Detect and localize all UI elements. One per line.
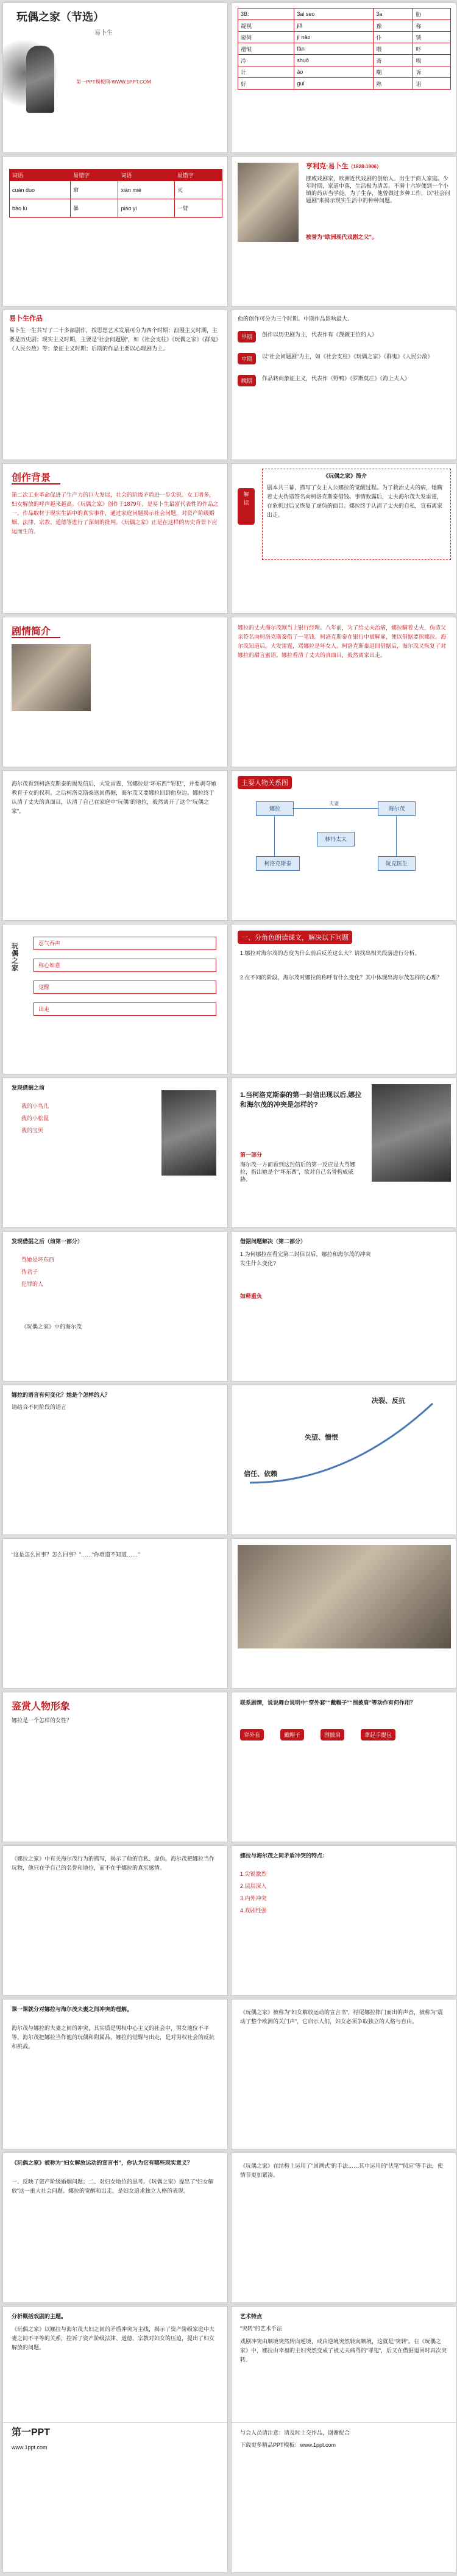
summary-text: 海尔茂看到柯洛克斯泰的揭发信后，大发雷霆，骂娜拉是“坏东西”“罪犯”，并要剥夺她教育子女的权利。之后柯洛克斯泰送回借据，海尔茂又要娜拉回到他身边。娜拉终于认清了丈夫的真面目，认清了自己在家庭中“玩偶”的地位，毅然离开了这个“玩偶之家”。	[12, 781, 216, 814]
helmer-text: 《娜拉之家》中有关海尔茂行为的描写，揭示了他的自私、虚伪。海尔茂把娜拉当作玩物，他只在乎自己的名誉和地位，而不在乎娜拉的真实感情。	[12, 1856, 215, 1871]
slide-helmer	[2, 1845, 228, 1996]
structure-item: 称心如意	[38, 962, 61, 968]
author-quote: 被誉为“欧洲现代戏剧之父”。	[306, 234, 378, 240]
slide-structure	[2, 924, 228, 1074]
header-cell: 词语	[10, 169, 71, 181]
cell: 熟	[374, 78, 413, 90]
cell: piáo yì	[118, 199, 174, 218]
cell: 喂	[374, 43, 413, 55]
cell: 计	[238, 66, 294, 78]
slide-pinyin-table	[231, 2, 456, 153]
slide-second-letter	[231, 1231, 456, 1382]
section-text: 海尔茂与娜拉的夫妻之间的冲突，其实质是男权中心主义的社会中，男女地位不平等。海尔茂把娜拉当作他的玩偶和附属品，娜拉的觉醒与出走，是对男权社会的反抗和挑战。	[12, 2025, 215, 2049]
header-cell: 词语	[118, 169, 174, 181]
title-underline	[12, 483, 60, 484]
slide-questions	[231, 924, 456, 1074]
cell: 胁	[413, 9, 451, 20]
pinyin-table	[238, 8, 451, 90]
slide-footer	[231, 2422, 456, 2573]
slide-periods	[231, 310, 456, 460]
cell: 一臂	[174, 199, 222, 218]
item-box	[34, 937, 216, 950]
cell: 窥伺	[238, 32, 294, 43]
puppet-figure	[26, 46, 54, 113]
slide-after-discovery	[2, 1231, 228, 1382]
section-title: 分析概括戏剧的主题。	[12, 2313, 67, 2319]
footer: 与会人员请注意：请及时上交作品，谢谢配合	[240, 2430, 350, 2436]
structure-item: 忍气吞声	[38, 940, 61, 946]
step-1: 信任、依赖	[244, 1471, 277, 1478]
question-2: 2.在不同的阶段，海尔茂对娜拉的称呼有什么变化？其中体现出海尔茂怎样的心理？	[240, 974, 442, 981]
slide-significance	[2, 2152, 228, 2303]
slide-heading: 发现借据之前	[12, 1085, 45, 1091]
cell: 锁	[413, 32, 451, 43]
tag: 拿起手提包	[361, 1729, 395, 1740]
section-title: 鉴赏人物形象	[12, 1701, 71, 1712]
logo: 第一PPT	[12, 2427, 51, 2438]
slide-understanding	[2, 1999, 228, 2149]
tag: 戴帽子	[280, 1729, 304, 1740]
hint: 请结合不同阶段的语言	[12, 1404, 67, 1410]
cell: 嘲	[374, 66, 413, 78]
connector	[274, 815, 275, 856]
slide-arrow	[231, 1385, 456, 1535]
cover-site: 第一PPT模板网-WWW.1PPT.COM	[76, 79, 151, 85]
cover-title: 玩偶之家（节选）	[16, 11, 104, 23]
node-nora: 娜拉	[256, 801, 294, 816]
slide-first-letter	[231, 1077, 456, 1228]
section-title: 艺术特点	[240, 2313, 263, 2319]
slide-background	[2, 463, 228, 614]
stage-photo	[12, 644, 91, 711]
cell: fàn	[294, 43, 374, 55]
note: 《玩偶之家》中的海尔茂	[21, 1324, 82, 1330]
cell: 吓	[413, 43, 451, 55]
item: 1.尖锐激烈	[240, 1871, 267, 1877]
cover-author: 易卜生	[94, 30, 113, 37]
slide-manifesto	[231, 1999, 456, 2149]
slide-vocab-table	[2, 156, 228, 307]
question: 1.当柯洛克斯泰的第一封信出现以后,娜拉和海尔茂的冲突是怎样的?	[240, 1091, 362, 1109]
rel-label: 夫妻	[329, 801, 339, 806]
author-name: 亨利克·易卜生（1828-1906）	[306, 163, 381, 170]
cell: jiā	[294, 20, 374, 32]
item-box	[34, 959, 216, 972]
step-3: 决裂、反抗	[372, 1397, 405, 1405]
slide-plot	[2, 617, 228, 767]
cell: ǎo	[294, 66, 374, 78]
slide-before-discovery	[2, 1077, 228, 1228]
cell: cuān duo	[10, 181, 71, 199]
question: 1.为何娜拉在看完第二封信以后，娜拉和海尔茂的冲突发生什么变化?	[240, 1251, 371, 1266]
item-box	[34, 1002, 216, 1016]
cell: 嗅	[413, 55, 451, 66]
cell: 3B:	[238, 9, 294, 20]
cell: xiàn miè	[118, 181, 174, 199]
answer: 海尔茂一方面看到这封信后的第一反应是大骂娜拉，指出她是个“坏东西”，欲对自己名誉构成威胁。	[240, 1162, 356, 1182]
node-krogstad: 柯洛克斯泰	[256, 856, 300, 871]
section-text: 《玩偶之家》以娜拉与海尔茂夫妇之间的矛盾冲突为主线，揭示了资产阶级家庭中夫妻之间不平等的关系，控诉了资产阶级法律、道德、宗教对妇女的压迫，提出了妇女解放的问题。	[12, 2326, 215, 2351]
structure-item: 觉醒	[38, 984, 50, 990]
cell: 斋	[374, 55, 413, 66]
section-text: 一、反映了资产阶级婚姻问题；二、对妇女地位的思考。《玩偶之家》提出了“妇女解放”这一重大社会问题。娜拉的觉醒和出走，是妇女追求独立人格的表现。	[12, 2179, 214, 2194]
slide-image	[231, 1538, 456, 1689]
slide-heading: 借据问题解决（第二部分）	[240, 1238, 306, 1244]
period-tag: 早期	[238, 331, 256, 342]
item: 3.内外冲突	[240, 1895, 267, 1901]
sub: www.1ppt.com	[12, 2444, 48, 2450]
section-title: 创作背景	[12, 473, 51, 483]
header-cell: 易错字	[71, 169, 118, 181]
plot-text: 娜拉的丈夫海尔茂刚当上银行经理。八年前，为了给丈夫治病，娜拉瞒着丈夫，伪造父亲签名向柯洛克斯泰借了一笔钱。柯洛克斯泰在银行中被解雇，便以借据要挟娜拉。海尔茂知道后，大发雷霆，骂娜拉是坏女人。柯洛克斯泰退回借据后，海尔茂又恢复了对娜拉的甜言蜜语。娜拉看清了丈夫的真面目，毅然离家出走。	[238, 625, 447, 658]
slide-author	[231, 156, 456, 307]
cell: 褶皱	[238, 43, 294, 55]
node-linde: 林丹太太	[317, 832, 355, 846]
slide-relations	[231, 770, 456, 921]
connector	[396, 815, 397, 856]
cell: 仆	[374, 32, 413, 43]
relations-title: 主要人物关系图	[238, 776, 292, 789]
cell: 3ai seo	[294, 9, 374, 20]
item-box	[34, 981, 216, 994]
slide-technique	[231, 2152, 456, 2303]
slide-quote	[2, 1538, 228, 1689]
item: 4.戏剧性强	[240, 1907, 267, 1914]
period-tag: 中期	[238, 353, 256, 364]
section-text: 《玩偶之家》被称为“妇女解放运动的宣言书”，结尾娜拉摔门而出的声音，被称为“震动了整个欧洲的关门声”，它启示人们，妇女必须争取独立的人格与自由。	[240, 2009, 443, 2024]
cell: 冷	[238, 55, 294, 66]
question-1: 1.娜拉对海尔茂的态度为什么前后反差这么大？请找出相关段落进行分析。	[240, 950, 420, 956]
item: 犯罪的人	[21, 1281, 44, 1287]
cell: 诉	[413, 66, 451, 78]
cell: 3a	[374, 9, 413, 20]
slide-title	[2, 2, 228, 153]
period-text: 创作以历史剧为主，代表作有《觊觎王位的人》	[262, 332, 378, 338]
section-title: 联系剧情，说说舞台说明中“穿外套”“戴帽子”“围披肩”等动作有何作用？	[240, 1700, 416, 1706]
slide-works	[2, 310, 228, 460]
item: 伪君子	[21, 1269, 38, 1275]
footer: 下载更多精品PPT模板：www.1ppt.com	[240, 2442, 336, 2448]
author-bio: 挪威戏剧家，欧洲近代戏剧的创始人。出生于商人家庭。少年时期，家道中落，生活极为清苦。不满十六岁便到一个小镇的药店当学徒。为了生存，他曾做过多种工作，以“社会问题剧”来揭示现实生活中的种种问题。	[306, 176, 450, 204]
cell: guǐ	[294, 78, 374, 90]
stage-photo	[238, 1545, 451, 1648]
title-underline	[12, 637, 60, 638]
illustration	[161, 1090, 216, 1176]
cell: 豫	[374, 20, 413, 32]
item: 2.层层深入	[240, 1883, 267, 1889]
structure-item: 出走	[38, 1006, 50, 1012]
period-tag: 晚期	[238, 375, 256, 386]
periods-head: 他的创作可分为三个时期。中期作品影响最大。	[238, 316, 353, 322]
cell: 称	[413, 20, 451, 32]
plot-title: 剧情简介	[12, 626, 51, 637]
slide-character	[2, 1692, 228, 1842]
cell: 好	[238, 78, 294, 90]
slide-heading: 发现借据之后（前第一部分）	[12, 1238, 83, 1244]
cell: 灭	[174, 181, 222, 199]
vocab-table	[9, 169, 222, 218]
works-text: 易卜生一生共写了二十多部剧作，按思想艺术发展可分为四个时期：浪漫主义时期，主要是历史剧；现实主义时期，主要是“社会问题剧”，如《社会支柱》《玩偶之家》《群鬼》《人民公敌》等；象征主义时期；后期的作品主要以心理剧为主。	[9, 327, 221, 352]
cell: shuǒ	[294, 55, 374, 66]
answer: 如释重负	[240, 1293, 263, 1299]
questions-title: 一、分角色朗读课文，解决以下问题	[238, 931, 352, 944]
intro-text: 剧本共三幕，描写了女主人公娜拉的觉醒过程。为了救治丈夫的病，她瞒着丈夫伪造签名向柯洛克斯泰借钱。事情败露后，丈夫海尔茂大发雷霆，在危机过后又恢复了虚伪的面目。娜拉终于认清了丈夫的自私，宣布离家出走。	[267, 484, 443, 518]
cell: 暴	[71, 199, 118, 218]
stage-photo	[372, 1084, 451, 1182]
works-heading: 易卜生作品	[9, 315, 43, 322]
section-text: 娜拉是一个怎样的女性？	[12, 1717, 73, 1723]
node-helmer: 海尔茂	[378, 801, 416, 816]
section-text: 《玩偶之家》在结构上运用了“回溯式”的手法……其中运用的“伏笔”“照应”等手法，使情节更加紧凑。	[240, 2163, 443, 2178]
cell: jī nǎo	[294, 32, 374, 43]
cell: 窜	[71, 181, 118, 199]
period-text: 以“社会问题剧”为主，如《社会支柱》《玩偶之家》《群鬼》《人民公敌》	[262, 353, 433, 360]
slide-intro	[231, 463, 456, 614]
slide-conflict	[231, 1845, 456, 1996]
item: 骂她是坏东西	[21, 1257, 55, 1263]
slide-final	[2, 2422, 228, 2573]
quote-text: “这是怎么回事？怎么回事？”……“你难道不知道……”	[12, 1552, 140, 1558]
interpret-label: 解读	[238, 488, 255, 525]
cell: 诅	[413, 78, 451, 90]
section-title: 娜拉与海尔茂之间矛盾冲突的特点：	[240, 1853, 328, 1859]
question: 娜拉的语言有何变化？她是个怎样的人？	[12, 1392, 111, 1398]
cell: 凝视	[238, 20, 294, 32]
quote: 我的宝贝	[21, 1127, 44, 1134]
slide-stage-directions	[231, 1692, 456, 1842]
node-rank: 阮克医生	[378, 856, 416, 871]
rising-arrow	[238, 1391, 451, 1495]
author-portrait	[238, 163, 299, 242]
background-text: 第二次工业革命促进了生产力的巨大发展，社会的阶级矛盾进一步尖锐。女工增多，妇女解放的呼声越来越高。《玩偶之家》创作于1879年，是易卜生最富代表性的作品之一。作品取材于现实生活中的真实事件，通过家庭问题揭示社会问题，对资产阶级婚姻、法律、宗教、道德等进行了深刻的批判。《玩偶之家》正是在这样的历史背景下应运而生的。	[12, 492, 219, 534]
structure-title: 玩偶之家	[12, 943, 18, 972]
step-2: 失望、憎恨	[305, 1434, 338, 1441]
tag: 穿外套	[240, 1729, 264, 1740]
intro-title: 《玩偶之家》简介	[323, 473, 367, 479]
connector	[292, 808, 378, 809]
section-title: 课一课就分对娜拉与海尔茂夫妻之间冲突的理解。	[12, 2006, 133, 2012]
slide-summary	[2, 770, 228, 921]
section-text: 戏剧冲突由顺境突然转向逆境，或由逆境突然转向顺境，这就是“突转”。在《玩偶之家》中，娜拉由幸福的主妇突然变成了被丈夫痛骂的“罪犯”，后又在借据退回时再次突转。	[240, 2338, 447, 2363]
slide-plot-text	[231, 617, 456, 767]
tag: 围披肩	[321, 1729, 344, 1740]
quote: 我的小鸟儿	[21, 1103, 49, 1109]
cell: bào lù	[10, 199, 71, 218]
section-sub: “突转”的艺术手法	[240, 2326, 282, 2332]
header-cell: 易错字	[174, 169, 222, 181]
slide-language-change	[2, 1385, 228, 1535]
period-text: 作品转向象征主义，代表作《野鸭》《罗斯莫庄》《海上夫人》	[262, 375, 411, 381]
quote: 我的小松鼠	[21, 1115, 49, 1121]
answer-sub: 第一部分	[240, 1152, 263, 1158]
section-title: 《玩偶之家》被称为“妇女解放运动的宣言书”，你认为它有哪些现实意义？	[12, 2160, 193, 2166]
